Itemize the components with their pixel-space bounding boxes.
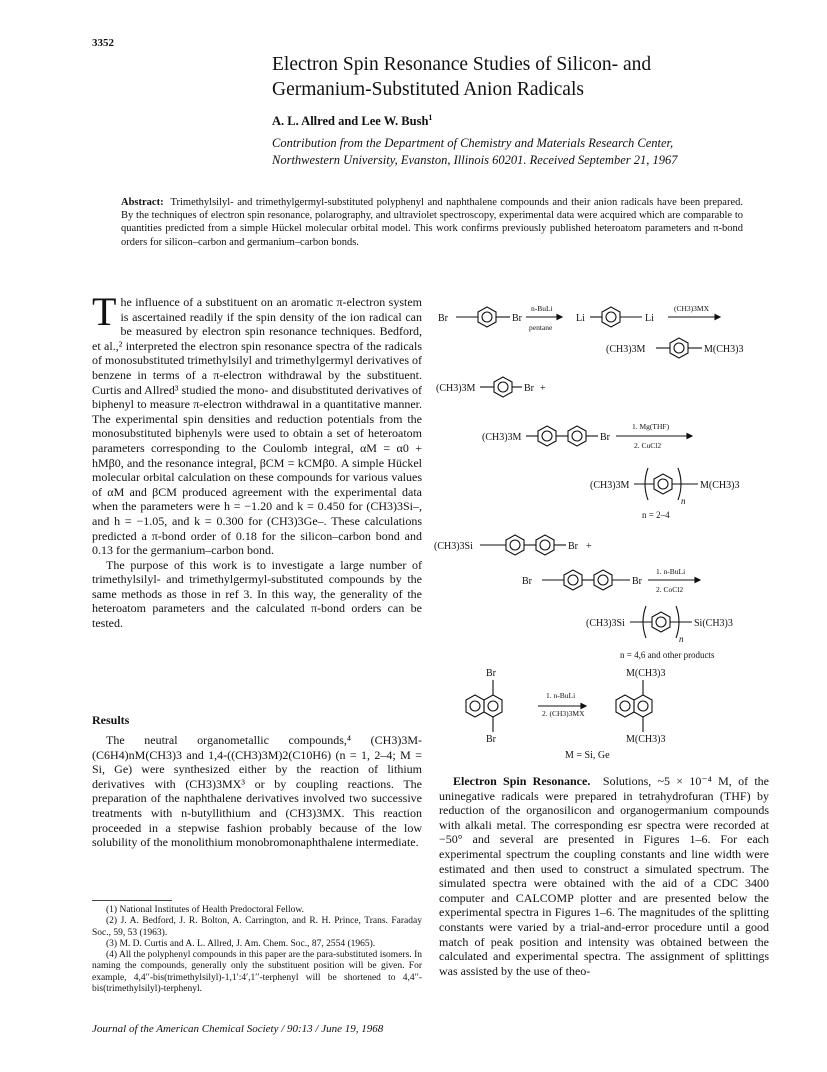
plus-2: +	[586, 541, 592, 552]
scheme-br-left: Br	[438, 313, 448, 324]
author-names: A. L. Allred and Lee W. Bush	[272, 114, 429, 129]
naph-m-bottom: M(CH3)3	[626, 734, 666, 745]
benzene-ring	[670, 338, 688, 358]
intro-paragraph-1: he influence of a substituent on an aromatic π-electron system is ascertained readily if the spin density of the ion radical can be measured by electron spin resonance techniques. Bedford, et al.,² interpreted the electron spin resonance spectra of the radicals of monosubstituted trimethylsilyl and trimethylgermyl derivatives of benzene in terms of a π-electron withdrawal by the substituent. Curtis and Allred³ studied the mono- and disubstituted derivatives of biphenyl to measure π-electron withdrawal in a quantitative manner. The experimental spin densities and reduction potentials from the monosubstituted biphenyls were used to obtain a set of heteroatom parameters corresponding to the Coulomb integral, αM = α0 + hMβ0, and the resonance integral, βCM = kCMβ0. A simple Hückel molecular orbital calculation on these compounds for various values of αM and βCM produced agreement with the experimental data when the parameters were h = −1.20 and k = 0.450 for (CH3)3Si–, and h = −1.05, and k = 0.300 for (CH3)3Ge–. These calculations predicted a π-bond order of 0.18 for the silicon–carbon bond and 0.13 for the germanium–carbon bond.	[92, 295, 422, 558]
product1-right: M(CH3)3	[704, 344, 744, 355]
reaction-scheme	[430, 290, 780, 760]
authors	[272, 113, 432, 129]
benzene-ring	[538, 426, 556, 446]
naphthalene-ring	[616, 695, 634, 717]
footnote-2: (2) J. A. Bedford, J. R. Bolton, A. Carrington, and R. H. Prince, Trans. Faraday Soc., 59, 53 (1963).	[92, 916, 422, 938]
scheme-li-left: Li	[576, 313, 585, 324]
scheme-br-right: Br	[512, 313, 522, 324]
biphenyl-br: Br	[600, 432, 610, 443]
author-footnote-mark: 1	[428, 113, 433, 122]
biphenyl2-br-right: Br	[632, 576, 642, 587]
si-poly-n: n	[679, 634, 684, 644]
reactant2-br: Br	[524, 383, 534, 394]
reagent-mx: (CH3)3MX	[674, 304, 709, 313]
footnote-rule	[92, 900, 172, 901]
benzene-ring	[478, 307, 496, 327]
footnotes	[92, 905, 422, 995]
reagent-nbuli-3: 1. n-BuLi	[546, 691, 576, 700]
drop-cap: T	[92, 289, 117, 334]
naph-br-bottom: Br	[486, 734, 496, 745]
intro-paragraph-2: The purpose of this work is to investigate a large number of trimethylsilyl- and trimethylgermyl-substituted compounds by the same methods as those in ref 3. In this way, the generality of the heteroatom parameters and the calculated π-bond orders can be tested.	[92, 557, 422, 631]
results-paragraph-1: The neutral organometallic compounds,⁴ (CH3)3M-(C6H4)nM(CH3)3 and 1,4-((CH3)3M)2(C10H6) (n = 1, 2–4; M = Si, Ge) were synthesized either by the reaction of lithium derivatives with (CH3)3MX³ or by coupling reactions. The preparation of the naphthalene derivatives involved two successive treatments with n-butyllithium and (CH3)3MX. This reaction proceeded in a stepwise fashion probably because of the low solubility of the monolithium monobromonaphthalene intermediate.	[92, 733, 422, 850]
reagent-nbuli-2: 1. n-BuLi	[656, 567, 686, 576]
article-title: Electron Spin Resonance Studies of Silicon- and Germanium-Substituted Anion Radicals	[272, 54, 652, 100]
footnote-3: (3) M. D. Curtis and A. L. Allred, J. Am. Chem. Soc., 87, 2554 (1965).	[106, 938, 376, 949]
esr-heading: Electron Spin Resonance.	[453, 774, 591, 788]
benzene-ring	[564, 570, 582, 590]
benzene-ring	[494, 377, 512, 397]
abstract	[121, 196, 743, 249]
benzene-ring	[654, 474, 672, 494]
biphenyl2-br-left: Br	[522, 576, 532, 587]
reactant2-left: (CH3)3M	[436, 383, 476, 394]
naph-br-top: Br	[486, 668, 496, 679]
results-heading: Results	[92, 713, 130, 727]
intro-section	[92, 289, 422, 631]
reagent-cocl2: 2. CoCl2	[656, 585, 684, 594]
reagent-mg: 1. Mg(THF)	[632, 422, 670, 431]
si-reactant-br: Br	[568, 541, 578, 552]
esr-text: Solutions, ~5 × 10⁻⁴ M, of the uninegative radicals were prepared in tetrahydrofuran (THF) by reduction of the organosilicon and organogermanium compounds with alkali metal. The corresponding esr spectra were recorded at −50° and several are presented in Figures 1–6. For each experimental spectrum the coupling constants and line width were estimated and then used to construct a simulated spectrum. The simulated spectra were obtained with the aid of a CDC 3400 computer and CALCOMP plotter and are presented below the experimental spectra in Figures 1–6. The magnitudes of the splitting constants were varied by a trial-and-error procedure until a good match of peak position and intensity was obtained between the calculated and experimental spectra. The assignment of splittings was assisted by the use of theo-	[439, 774, 770, 978]
si-poly-right: Si(CH3)3	[694, 618, 733, 629]
naphthalene-ring	[466, 695, 484, 717]
naphthalene-ring	[634, 695, 652, 717]
results-paragraph	[92, 733, 422, 850]
footnote-1: (1) National Institutes of Health Predoctoral Fellow.	[106, 905, 305, 915]
benzene-ring	[594, 570, 612, 590]
journal-footer: Journal of the American Chemical Society / 90:13 / June 19, 1968	[92, 1023, 384, 1035]
plus-1: +	[540, 383, 546, 394]
benzene-ring	[602, 307, 620, 327]
footnote-4: (4) All the polyphenyl compounds in this paper are the para-substituted isomers. In naming the compounds, generally only the substituent position will be given. For example, 4,4′′-bis(trimethylsilyl)-1,1′:4′,1′′-terphenyl will be shortened to 4,4′′-bis(trimethylsilyl)-terphenyl.	[92, 950, 422, 995]
poly-n: n	[681, 496, 686, 506]
reagent-mx-2: 2. (CH3)3MX	[542, 709, 585, 718]
abstract-text: Trimethylsilyl- and trimethylgermyl-substituted polyphenyl and naphthalene compounds and their anion radicals have been prepared. By the techniques of electron spin resonance, polarography, and ultraviolet spectroscopy, experimental data were acquired which are comparable to quantities predicted from a simple Hückel molecular orbital model. This work confirms previously published heteroatom parameters and π-bond orders for silicon–carbon and germanium–carbon bonds.	[121, 197, 743, 248]
poly-right: M(CH3)3	[700, 480, 740, 491]
product1-left: (CH3)3M	[606, 344, 646, 355]
benzene-ring	[536, 535, 554, 555]
si-reactant: (CH3)3Si	[434, 541, 473, 552]
benzene-ring	[652, 612, 670, 632]
naphthalene-ring	[484, 695, 502, 717]
si-poly-left: (CH3)3Si	[586, 618, 625, 629]
affiliation-line-2: Northwestern University, Evanston, Illinois 60201. Received September 21, 1967	[272, 153, 678, 167]
scheme-li-right: Li	[645, 313, 654, 324]
reagent-pentane: pentane	[529, 323, 553, 332]
reagent-cucl2: 2. CuCl2	[634, 441, 662, 450]
abstract-label: Abstract:	[121, 197, 164, 208]
poly-range: n = 2–4	[642, 510, 670, 520]
reagent-nbuli: n-BuLi	[531, 304, 553, 313]
benzene-ring	[506, 535, 524, 555]
affiliation-line-1: Contribution from the Department of Chemistry and Materials Research Center,	[272, 136, 674, 150]
poly-left: (CH3)3M	[590, 480, 630, 491]
si-range: n = 4,6 and other products	[620, 650, 715, 660]
biphenyl-left: (CH3)3M	[482, 432, 522, 443]
affiliation	[272, 135, 792, 169]
naph-m-top: M(CH3)3	[626, 668, 666, 679]
benzene-ring	[568, 426, 586, 446]
m-definition: M = Si, Ge	[565, 750, 610, 760]
page-number: 3352	[92, 37, 114, 49]
esr-section	[439, 774, 769, 978]
